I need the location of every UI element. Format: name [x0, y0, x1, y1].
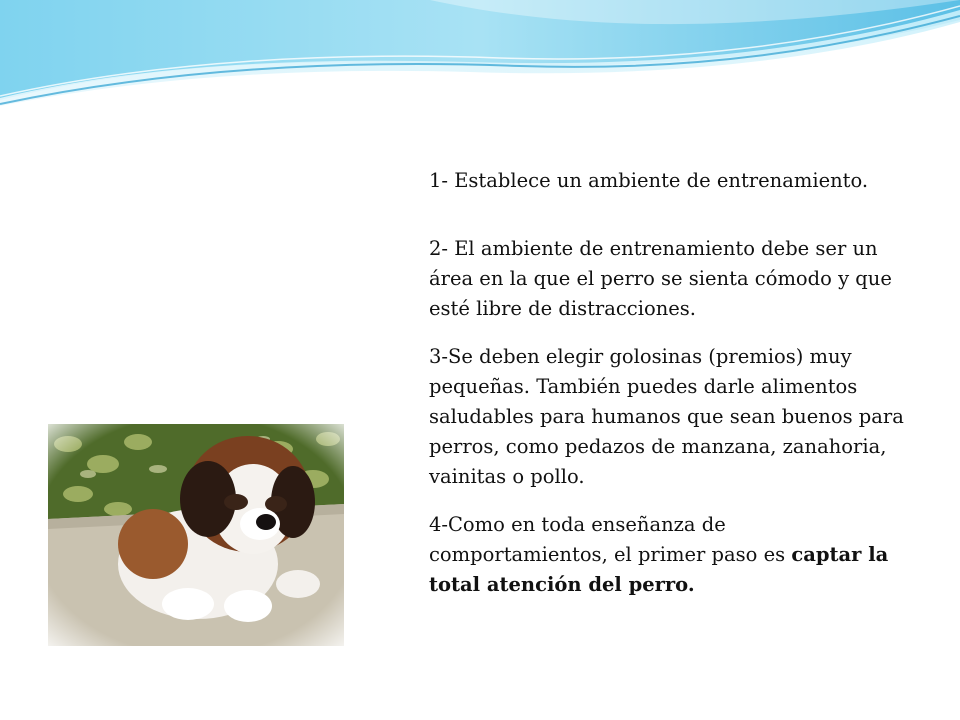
point-2: 2- El ambiente de entrenamiento debe ser un área en la que el perro se sienta cómodo y que esté libre de distracciones. — [429, 237, 892, 320]
point-4-text: 4-Como en toda enseñanza de comportamientos, el primer paso es — [429, 513, 792, 566]
puppy-photo — [48, 424, 344, 646]
point-1: 1- Establece un ambiente de entrenamiento. — [429, 169, 869, 192]
point-4-emphasis: captar la total atención del perro. — [429, 543, 889, 596]
slide-body-text — [429, 166, 909, 600]
header-wave-decoration — [0, 0, 960, 120]
point-3: 3-Se deben elegir golosinas (premios) muy pequeñas. También puedes darle alimentos saludables para humanos que sean buenos para perros, como pedazos de manzana, zanahoria, vainitas o pollo. — [429, 345, 904, 488]
point-4 — [429, 510, 909, 600]
